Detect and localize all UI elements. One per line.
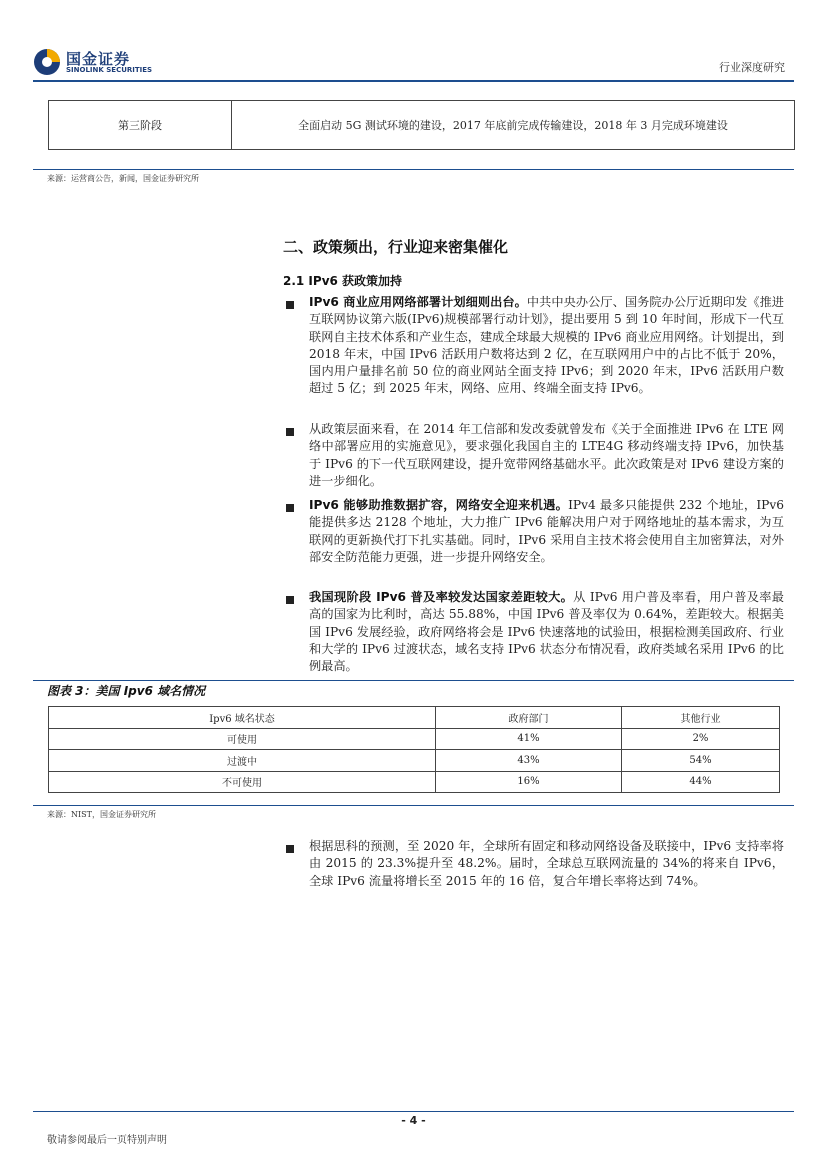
table-row <box>49 771 780 793</box>
bullet-icon <box>286 504 294 512</box>
footer-divider <box>33 1111 794 1112</box>
paragraph: IPv6 商业应用网络部署计划细则出台。中共中央办公厅、国务院办公厅近期印发《推进互联网协议第六版(IPv6)规模部署行动计划》，提出要用 5 到 10 年时间，形成下一代互联网自主技术体系和产业生态，建成全球最大规模的 IPv6 商业应用网络。计划提出，到 2018 年末，中国 IPv6 活跃用户数将达到 2 亿，在互联网用户中的占比不低于 20%，国内用户量排名前 50 位的商业网站全面支持 IPv6；到 2020 年末，IPv6 活跃用户数超过 5 亿；到 2025 年末，网络、应用、终端全面支持 IPv6。 <box>309 295 784 396</box>
header-divider <box>33 80 794 82</box>
paragraph: 我国现阶段 IPv6 普及率较发达国家差距较大。从 IPv6 用户普及率看，用户普及率最高的国家为比利时，高达 55.88%，中国 IPv6 普及率仅为 0.64%，差距较大。根据美国 IPv6 发展经验，政府网络将会是 IPv6 快速落地的试验田，根据检测美国政府、行业和大学的 IPv6 过渡状态，域名支持 IPv6 状态分布情况看，政府类域名采用 IPv6 的比例最高。 <box>309 590 784 674</box>
table-cell: 16% <box>436 771 622 793</box>
table-cell: 41% <box>436 728 622 750</box>
source-divider <box>33 169 794 170</box>
ipv6-domain-table <box>48 706 780 793</box>
table-cell: 43% <box>436 750 622 772</box>
company-name-en: SINOLINK SECURITIES <box>66 66 153 74</box>
bullet-icon <box>286 428 294 436</box>
stage-detail-cell: 全面启动 5G 测试环境的建设，2017 年底前完成传输建设，2018 年 3 月完成环境建设 <box>232 101 795 150</box>
bullet-icon <box>286 845 294 853</box>
source-note: 来源：运营商公告，新闻，国金证券研究所 <box>47 174 199 183</box>
table-cell: 2% <box>622 728 780 750</box>
company-name-cn: 国金证券 <box>66 50 131 68</box>
column-header: Ipv6 域名状态 <box>49 707 436 729</box>
section-title: 二、政策频出，行业迎来密集催化 <box>283 238 509 256</box>
paragraph: IPv6 能够助推数据扩容，网络安全迎来机遇。IPv4 最多只能提供 232 个地址，IPv6 能提供多达 2128 个地址，大力推广 IPv6 能解决用户对于网络地址的基本需求，为互联网的更新换代打下扎实基础。同时，IPv6 采用自主技术将会使用自主加密算法，对外部安全防范能力更强，进一步提升网络安全。 <box>309 498 784 564</box>
table-row <box>49 750 780 772</box>
table-cell: 44% <box>622 771 780 793</box>
subsection-title: 2.1 IPv6 获政策加持 <box>283 274 403 288</box>
column-header: 政府部门 <box>436 707 622 729</box>
paragraph: 从政策层面来看，在 2014 年工信部和发改委就曾发布《关于全面推进 IPv6 在 LTE 网络中部署应用的实施意见》，要求强化我国自主的 LTE4G 移动终端支持 IPv6，加快基于 IPv6 的下一代互联网建设，提升宽带网络基础水平。此次政策是对 IPv6 建设方案的进一步细化。 <box>309 422 784 488</box>
table-cell: 54% <box>622 750 780 772</box>
figure-top-divider <box>33 680 794 681</box>
stage-cell: 第三阶段 <box>49 101 232 150</box>
stage-table <box>48 100 795 150</box>
figure-source: 来源：NIST，国金证券研究所 <box>47 810 156 819</box>
column-header: 其他行业 <box>622 707 780 729</box>
page-number: - 4 - <box>401 1114 426 1127</box>
table-row <box>49 101 795 150</box>
table-cell: 可使用 <box>49 728 436 750</box>
bullet-icon <box>286 301 294 309</box>
paragraph: 根据思科的预测，至 2020 年，全球所有固定和移动网络设备及联接中，IPv6 支持率将由 2015 的 23.3%提升至 48.2%。届时，全球总互联网流量的 34%的将来自 IPv6，全球 IPv6 流量将增长至 2015 年的 16 倍，复合年增长率将达到 74%。 <box>309 839 784 888</box>
table-row <box>49 728 780 750</box>
table-header-row <box>49 707 780 729</box>
report-type: 行业深度研究 <box>719 61 785 74</box>
table-cell: 不可使用 <box>49 771 436 793</box>
sinolink-logo-icon <box>33 48 61 76</box>
disclaimer-note: 敬请参阅最后一页特别声明 <box>47 1135 167 1146</box>
bullet-icon <box>286 596 294 604</box>
table-cell: 过渡中 <box>49 750 436 772</box>
figure-source-divider <box>33 805 794 806</box>
figure-title: 图表 3：美国 Ipv6 域名情况 <box>47 684 206 698</box>
